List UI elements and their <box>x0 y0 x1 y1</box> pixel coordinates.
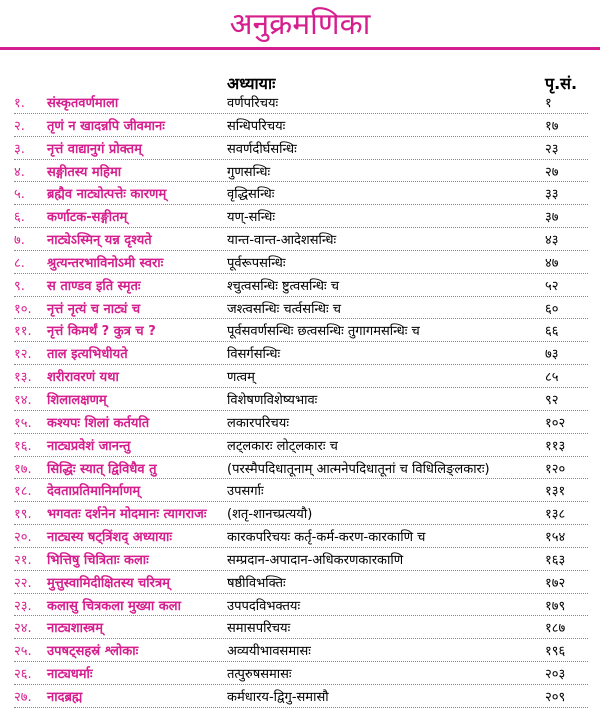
grammar-topic: जश्त्वसन्धिः चर्त्वसन्धिः च <box>227 301 342 317</box>
lesson-title: ब्रह्मैव नाट्योत्पत्तेः कारणम् <box>47 187 167 203</box>
contents-row <box>0 596 600 619</box>
contents-row <box>0 573 600 596</box>
page-number: १३१ <box>545 484 566 500</box>
page-number: ८५ <box>545 370 559 386</box>
row-number: १७. <box>14 461 32 477</box>
page-number: ६० <box>545 301 559 317</box>
grammar-topic: सवर्णदीर्घसन्धिः <box>227 141 297 157</box>
page-number: ३३ <box>545 187 559 203</box>
contents-row <box>0 618 600 641</box>
grammar-topic: कर्मधारय-द्विगु-समासौ <box>227 689 329 705</box>
contents-row <box>0 664 600 687</box>
lesson-title: तृणं न खादन्नपि जीवमानः <box>47 118 165 134</box>
row-number: ८. <box>14 255 25 271</box>
lesson-title: कर्णाटक-सङ्गीतम् <box>47 210 128 226</box>
lesson-title: नाट्यप्रवेशं जानन्तु <box>47 438 131 454</box>
grammar-topic: कारकपरिचयः कर्तृ-कर्म-करण-कारकाणि च <box>227 530 426 546</box>
contents-row <box>0 687 600 710</box>
contents-row <box>0 162 600 185</box>
contents-row <box>0 367 600 390</box>
column-header-page: पृ.सं. <box>545 74 578 93</box>
row-number: २. <box>14 118 25 134</box>
page-number: १९६ <box>545 644 566 660</box>
grammar-topic: सम्प्रदान-अपादान-अधिकरणकारकाणि <box>227 552 404 568</box>
grammar-topic: पूर्वरूपसन्धिः <box>227 255 286 271</box>
row-number: २१. <box>14 552 32 568</box>
page-number: ५२ <box>545 278 559 294</box>
page-number: १७९ <box>545 598 566 614</box>
contents-row <box>0 344 600 367</box>
contents-row <box>0 93 600 116</box>
grammar-topic: विशेषणविशेष्यभावः <box>227 392 318 408</box>
page-number: १०२ <box>545 415 566 431</box>
grammar-topic: उपपदविभक्तयः <box>227 598 301 614</box>
lesson-title: मुत्तुस्वामिदीक्षितस्य चरित्रम् <box>47 575 170 591</box>
row-number: ३. <box>14 141 25 157</box>
row-number: २२. <box>14 575 32 591</box>
page-number: ९२ <box>545 392 559 408</box>
row-number: ५. <box>14 187 25 203</box>
page-number: २०९ <box>545 689 566 705</box>
contents-row <box>0 641 600 664</box>
grammar-topic: षष्ठीविभक्तिः <box>227 575 286 591</box>
grammar-topic: गुणसन्धिः <box>227 164 271 180</box>
grammar-topic: (परस्मैपदिधातूनाम् आत्मनेपदिधातूनां च विधिलिङ्लकारः) <box>227 461 490 477</box>
lesson-title: नृत्तं नृत्यं च नाट्यं च <box>47 301 141 317</box>
contents-row <box>0 139 600 162</box>
page-number: ११३ <box>545 438 566 454</box>
row-number: १८. <box>14 484 32 500</box>
grammar-topic: पूर्वसवर्णसन्धिः छत्वसन्धिः तुगागमसन्धिः च <box>227 324 420 340</box>
row-number: २०. <box>14 530 32 546</box>
page-number: ७३ <box>545 347 559 363</box>
row-number: ११. <box>14 324 32 340</box>
contents-row <box>0 276 600 299</box>
contents-row <box>0 481 600 504</box>
page-number: २७ <box>545 164 559 180</box>
lesson-title: नृत्तं वाद्यानुगं प्रोक्तम् <box>47 141 142 157</box>
lesson-title: कलासु चित्रकला मुख्या कला <box>47 598 181 614</box>
row-number: १२. <box>14 347 32 363</box>
row-number: १३. <box>14 370 32 386</box>
row-number: ९. <box>14 278 25 294</box>
row-number: २५. <box>14 644 32 660</box>
row-number: १. <box>14 96 25 111</box>
lesson-title: नाट्येऽस्मिन् यन्न दृश्यते <box>47 233 152 249</box>
lesson-title: स ताण्डव इति स्मृतः <box>47 278 141 294</box>
grammar-topic: वृद्धिसन्धिः <box>227 187 275 203</box>
page-number: १६३ <box>545 552 566 568</box>
contents-row <box>0 436 600 459</box>
contents-row <box>0 504 600 527</box>
row-number: १९. <box>14 507 32 523</box>
grammar-topic: विसर्गसन्धिः <box>227 347 281 363</box>
page-number: १८७ <box>545 621 566 637</box>
contents-row <box>0 184 600 207</box>
page-number: ४३ <box>545 233 559 249</box>
grammar-topic: णत्वम् <box>227 370 255 386</box>
lesson-title: भित्तिषु चित्रिताः कलाः <box>47 552 149 568</box>
lesson-title: नाट्यधर्माः <box>47 667 93 683</box>
row-number: १५. <box>14 415 32 431</box>
contents-row <box>0 527 600 550</box>
lesson-title: देवताप्रतिमानिर्माणम् <box>47 484 141 500</box>
contents-row <box>0 207 600 230</box>
grammar-topic: लकारपरिचयः <box>227 415 289 431</box>
contents-row <box>0 459 600 482</box>
grammar-topic: समासपरिचयः <box>227 621 291 637</box>
contents-row <box>0 299 600 322</box>
contents-row <box>0 390 600 413</box>
page-number: ४७ <box>545 255 559 271</box>
lesson-title: कश्यपः शिलां कर्तयति <box>47 415 150 431</box>
page-number: १२० <box>545 461 566 477</box>
lesson-title: शरीरावरणं यथा <box>47 370 119 386</box>
grammar-topic: श्चुत्वसन्धिः ष्टुत्वसन्धिः च <box>227 278 339 294</box>
page-number: २३ <box>545 141 559 157</box>
lesson-title: नाट्यस्य षट्त्रिंशद् अध्यायाः <box>47 530 173 546</box>
row-number: ४. <box>14 164 25 180</box>
row-number: १६. <box>14 438 32 454</box>
contents-row <box>0 253 600 276</box>
lesson-title: भगवतः दर्शनेन मोदमानः त्यागराजः <box>47 507 207 523</box>
contents-row <box>0 116 600 139</box>
column-header-chapter: अध्यायाः <box>227 74 276 93</box>
row-number: ६. <box>14 210 25 226</box>
page-number: ३७ <box>545 210 559 226</box>
lesson-title: श्रुत्यन्तरभाविनोऽमी स्वराः <box>47 255 164 271</box>
row-number: १४. <box>14 392 32 408</box>
row-number: २६. <box>14 667 32 683</box>
row-number: १०. <box>14 301 32 317</box>
grammar-topic: सन्धिपरिचयः <box>227 118 286 134</box>
lesson-title: सिद्धिः स्यात् द्विविधैव तु <box>47 461 157 477</box>
lesson-title: शिलालक्षणम् <box>47 392 107 408</box>
grammar-topic: वर्णपरिचयः <box>227 96 279 111</box>
page-number: १७२ <box>545 575 566 591</box>
lesson-title: ताल इत्यभिधीयते <box>47 347 128 363</box>
title-divider <box>0 47 600 50</box>
row-number: ७. <box>14 233 25 249</box>
page-number: १ <box>545 96 552 111</box>
page-number: १३८ <box>545 507 566 523</box>
contents-list <box>0 93 600 710</box>
lesson-title: नृत्तं किमर्थं ? कुत्र च ? <box>47 324 156 340</box>
page-number: १५४ <box>545 530 566 546</box>
page-title: अनुक्रमणिका <box>229 7 371 42</box>
page-number: २०३ <box>545 667 566 683</box>
grammar-topic: तत्पुरुषसमासः <box>227 667 292 683</box>
grammar-topic: यण्-सन्धिः <box>227 210 276 226</box>
contents-row <box>0 230 600 253</box>
row-number: २७. <box>14 689 32 705</box>
grammar-topic: यान्त-वान्त-आदेशसन्धिः <box>227 233 337 249</box>
grammar-topic: उपसर्गाः <box>227 484 264 500</box>
lesson-title: नाट्यशास्त्रम् <box>47 621 103 637</box>
contents-row <box>0 413 600 436</box>
grammar-topic: अव्ययीभावसमासः <box>227 644 311 660</box>
row-number: २३. <box>14 598 32 614</box>
lesson-title: नादब्रह्म <box>47 689 83 705</box>
contents-row <box>0 550 600 573</box>
lesson-title: संस्कृतवर्णमाला <box>47 96 119 111</box>
lesson-title: उपषट्सहस्रं श्लोकाः <box>47 644 139 660</box>
grammar-topic: लट्‌लकारः लोट्‌लकारः च <box>227 438 338 454</box>
page-number: ६६ <box>545 324 559 340</box>
page-number: १७ <box>545 118 559 134</box>
grammar-topic: (शतृ-शानच्प्रत्ययौ) <box>227 507 313 523</box>
lesson-title: सङ्गीतस्य महिमा <box>47 164 122 180</box>
row-number: २४. <box>14 621 32 637</box>
contents-row <box>0 321 600 344</box>
